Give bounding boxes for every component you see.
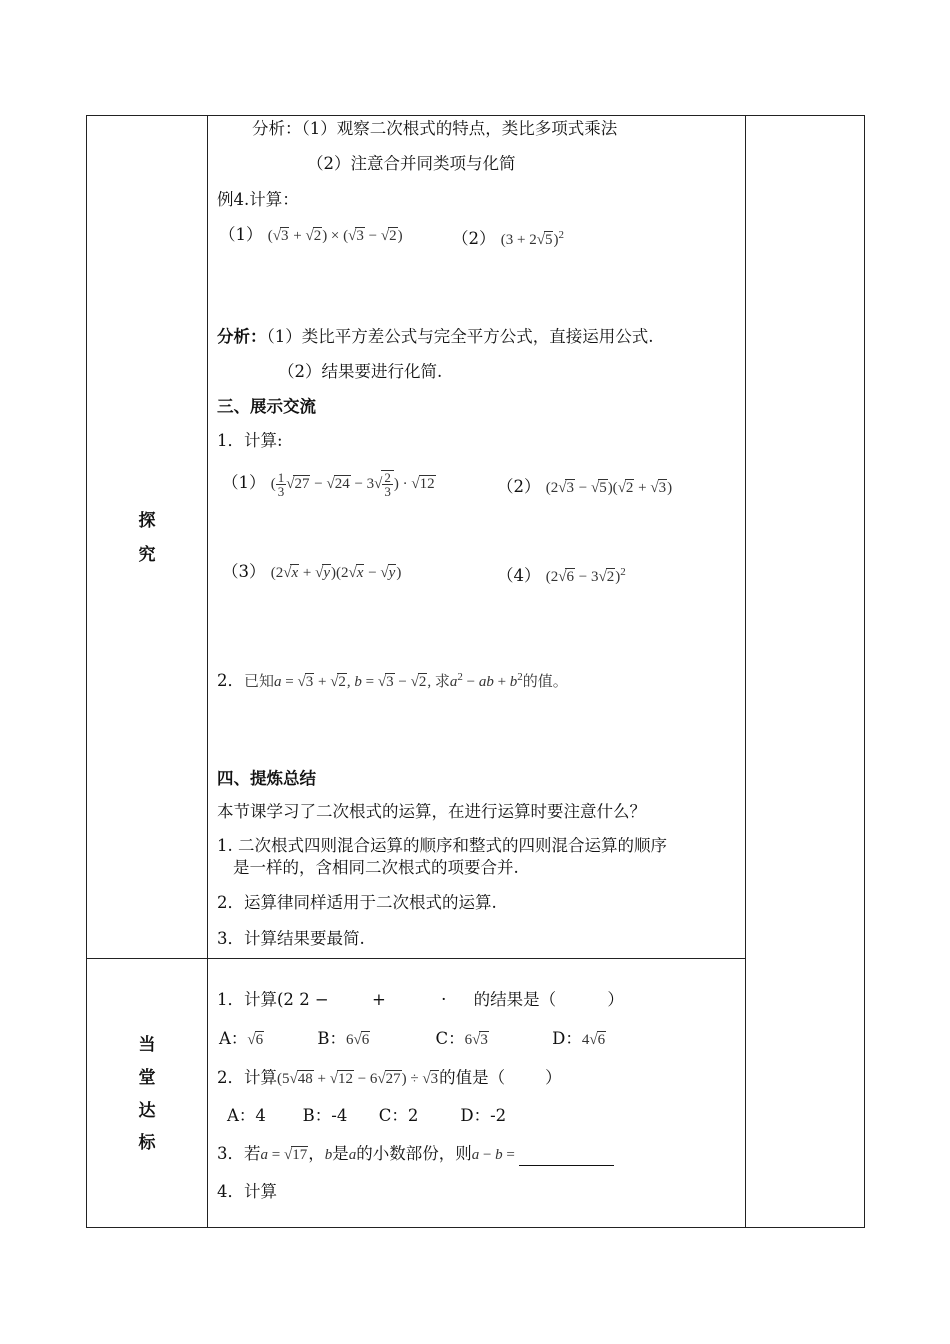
p3-text-c: 是 (332, 1144, 349, 1163)
practice-label-1: 当 (138, 1035, 156, 1055)
p1-opt-a-label: A： (219, 1029, 248, 1048)
p1-opt-b-label: B： (317, 1029, 347, 1048)
q2-number: 2． (217, 671, 244, 690)
q1-p1-expression: ( $\frac{1}{3}$ √27 − √24 − 3√ $\frac{2}{3}$ ) · √12 (270, 470, 435, 499)
explore-label-1: 探 (138, 511, 156, 531)
q2-expression-b: $a^2$ − ab + $b^2$ (449, 671, 523, 690)
row-divider (86, 958, 745, 959)
analysis-2 (217, 326, 654, 348)
p1-text-d: · (441, 990, 447, 1009)
summary-point-3: 3．计算结果要最简. (217, 929, 365, 948)
p3-expression-a: a = √17 (260, 1147, 308, 1163)
p3-text-b: ， (308, 1144, 325, 1163)
table-right-border (864, 115, 865, 1228)
practice-label-2: 堂 (138, 1068, 156, 1088)
p1-opt-c-value: 6√3 (464, 1032, 488, 1048)
label-column-divider (207, 115, 208, 1228)
p3-var-a: a (348, 1147, 357, 1163)
analysis-1b: （2）注意合并同类项与化简 (307, 154, 516, 173)
table-top-border (86, 115, 865, 116)
p3-text-d: 的小数部份，则 (356, 1144, 472, 1163)
practice-label-4: 标 (138, 1133, 156, 1153)
p1-opt-d-value: 4√6 (581, 1032, 606, 1048)
summary-question: 本节课学习了二次根式的运算，在进行运算时要注意什么？ (217, 802, 646, 821)
practice-label-3: 达 (138, 1101, 156, 1121)
q1-problem-2 (497, 476, 672, 499)
ex4-p2-number: （2） (452, 229, 496, 248)
p1-opt-a-value: √6 (247, 1032, 264, 1048)
p2-text-b: 的值是（ (439, 1068, 506, 1087)
practice-q4: 4．计算 (217, 1182, 277, 1201)
example-4-problem-2 (452, 224, 564, 251)
q1-problem-1 (222, 470, 436, 498)
p2-text-a: 2．计算 (217, 1068, 277, 1087)
practice-q1-options (219, 1028, 606, 1051)
example-4-problem-1 (219, 224, 403, 247)
q1-p2-number: （2） (497, 477, 541, 496)
p3-answer-blank[interactable] (519, 1149, 614, 1166)
q1-problem-3 (222, 561, 401, 584)
p1-text-a: 1．计算(2 (217, 990, 294, 1009)
q1-p3-number: （3） (222, 562, 266, 581)
analysis-2b: （2）结果要进行化简. (278, 362, 443, 381)
p3-expression-b: a − b = (471, 1147, 519, 1163)
ex4-p1-number: （1） (219, 225, 263, 244)
analysis-1: 分析：（1）观察二次根式的特点，类比多项式乘法 (252, 119, 618, 138)
p1-opt-b-value: 6√6 (346, 1032, 370, 1048)
p1-text-c: + (372, 990, 386, 1009)
example-4-title: 例4.计算： (217, 190, 299, 209)
q2-expression-a: a (274, 674, 282, 690)
practice-q2-options: A：4 B：-4 C：2 D：-2 (227, 1106, 507, 1125)
practice-q1 (217, 989, 624, 1011)
p1-text-b: 2 − (299, 990, 329, 1009)
table-bottom-border (86, 1227, 865, 1228)
summary-point-1b: 是一样的，含相同二次根式的项要合并. (233, 858, 519, 877)
question-1: 1．计算: (217, 431, 283, 450)
q2-expression-a-val: = √3 + √2, b = √3 − √2, (281, 674, 435, 690)
analysis-2-text: （1）类比平方差公式与完全平方公式，直接运用公式. (266, 327, 654, 346)
explore-label-2: 究 (138, 545, 156, 565)
heading-summary: 四、提炼总结 (217, 769, 316, 788)
p3-text-a: 3．若 (217, 1144, 261, 1163)
q1-p2-expression: (2√3 − √5)(√2 + √3) (545, 480, 673, 496)
q2-text-b: 求 (434, 674, 450, 690)
q2-text-c: 的值。 (522, 674, 568, 690)
summary-point-2: 2．运算律同样适用于二次根式的运算. (217, 893, 497, 912)
heading-show-exchange: 三、展示交流 (217, 397, 316, 416)
practice-q3 (217, 1143, 614, 1166)
table-left-border (86, 115, 87, 1228)
content-column-divider (745, 115, 746, 1228)
p1-text-f: ） (607, 990, 624, 1009)
summary-point-1a: 1. 二次根式四则混合运算的顺序和整式的四则混合运算的顺序 (217, 836, 667, 855)
p3-var-b: b (324, 1147, 333, 1163)
q1-p4-number: （4） (497, 566, 541, 585)
q1-p4-expression: $(2√6 - 3√2)^2$ (545, 566, 626, 585)
q1-problem-4 (497, 561, 626, 588)
question-2 (217, 666, 568, 693)
q1-p1-number: （1） (222, 472, 266, 492)
p1-opt-d-label: D： (552, 1029, 582, 1048)
ex4-p1-expression: (√3 + √2) × (√3 − √2) (267, 228, 403, 244)
p1-text-e: 的结果是（ (473, 990, 557, 1009)
p1-opt-c-label: C： (435, 1029, 465, 1048)
q1-p3-expression: (2√x + √y)(2√x − √y) (270, 565, 402, 581)
p2-expression: (5√48 + √12 − 6√27) ÷ √3 (277, 1071, 439, 1087)
ex4-p2-expression: $(3 + 2√5)^2$ (500, 229, 564, 248)
q2-text-a: 已知 (244, 674, 275, 690)
analysis-2-label: 分析： (217, 327, 267, 346)
p2-text-c: ） (545, 1068, 562, 1087)
practice-q2 (217, 1067, 562, 1090)
